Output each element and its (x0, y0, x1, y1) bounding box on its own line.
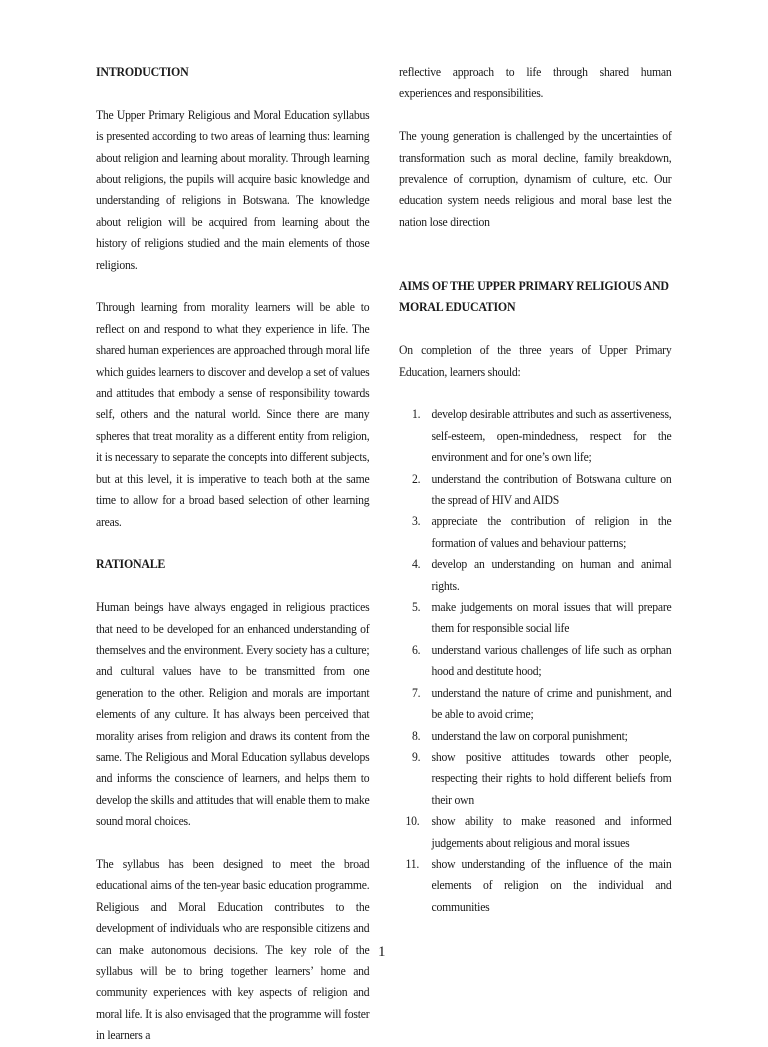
aim-list-item (412, 597, 672, 640)
aim-list-item (412, 683, 672, 726)
aim-text: show understanding of the influence of the main elements of religion on the individual and communities (431, 856, 672, 914)
rationale-paragraph-1: Human beings have always engaged in religious practices that need to be developed for an enhanced understanding of themselves and the environment. Every society has a culture; and cultural values have to be transmitted from one generation to the other. Religion and morals are important elements of any culture. It has always been perceived that morality arises from religion and draws its content from the same. The Religious and Moral Education syllabus develops and informs the conscience of learners, and helps them to develop the skills and attitudes that will enable them to make sound moral choices. (96, 600, 370, 829)
aim-list-item (412, 469, 672, 512)
aim-number: 3. (412, 514, 421, 529)
aim-number: 8. (412, 728, 421, 743)
aim-list-item (412, 640, 672, 683)
aim-number: 7. (412, 685, 421, 700)
aim-number: 4. (412, 557, 421, 572)
aim-list-item (405, 811, 672, 854)
aims-heading: AIMS OF THE UPPER PRIMARY RELIGIOUS AND MORAL EDUCATION (399, 279, 669, 315)
aim-list-item (412, 726, 672, 747)
aim-text: show positive attitudes towards other people, respecting their rights to hold different beliefs from their own (431, 749, 672, 807)
aim-list-item (412, 511, 672, 554)
aim-list-item (412, 404, 672, 468)
aim-number: 11. (405, 856, 420, 871)
rationale-heading: RATIONALE (96, 557, 166, 572)
rationale-paragraph-3: The young generation is challenged by the uncertainties of transformation such as moral decline, family breakdown, prevalence of corruption, dynamism of culture, etc. Our education system needs religious and moral base lest the nation lose direction (399, 129, 672, 229)
aim-text: understand various challenges of life such as orphan hood and destitute hood; (431, 642, 672, 679)
aim-text: understand the law on corporal punishment; (431, 728, 628, 743)
introduction-paragraph-2: Through learning from morality learners will be able to reflect on and respond to what they experience in life. The shared human experiences are approached through moral life which guides learners to discover and develop a set of values and attitudes that embody a sense of responsibility towards self, others and the natural world. Since there are many spheres that treat morality as a different entity from religion, it is necessary to separate the concepts into different subjects, but at this level, it is imperative to teach both at the same time to allow for a broad based selection of other learning areas. (96, 300, 370, 529)
aim-list-item (412, 747, 672, 811)
aim-text: understand the contribution of Botswana culture on the spread of HIV and AIDS (431, 471, 672, 508)
introduction-heading: INTRODUCTION (96, 65, 189, 79)
aim-number: 2. (412, 471, 421, 486)
aim-text: understand the nature of crime and punishment, and be able to avoid crime; (431, 685, 672, 722)
aim-number: 10. (405, 814, 420, 829)
aims-list (399, 404, 671, 918)
rationale-continued-paragraph: reflective approach to life through shared human experiences and responsibilities. (399, 65, 672, 101)
aim-number: 5. (412, 600, 421, 615)
aim-text: show ability to make reasoned and informed judgements about religious and moral issues (431, 814, 672, 850)
section-gap (399, 255, 671, 276)
aim-number: 1. (412, 407, 421, 422)
aim-text: appreciate the contribution of religion in the formation of values and behaviour patterns; (431, 514, 672, 550)
page-number: 1 (378, 944, 386, 960)
aim-list-item (412, 554, 672, 597)
aim-text: develop an understanding on human and animal rights. (431, 557, 672, 593)
left-column (96, 62, 369, 1047)
right-column (399, 62, 671, 918)
aim-number: 6. (412, 642, 421, 657)
aim-number: 9. (412, 749, 421, 764)
rationale-paragraph-2: The syllabus has been designed to meet the broad educational aims of the ten-year basic education programme. Religious and Moral Education contributes to the development of individuals who are responsible citizens and can make autonomous decisions. The key role of the syllabus will be to bring together learners’ home and community experiences with key aspects of religion and moral life. It is also envisaged that the programme will foster in learners a (96, 856, 370, 1043)
aim-text: develop desirable attributes and such as assertiveness, self-esteem, open-mindedness, respect for the environment and for one’s own life; (431, 407, 672, 465)
aims-intro-paragraph: On completion of the three years of Upper Primary Education, learners should: (399, 343, 672, 379)
introduction-paragraph-1: The Upper Primary Religious and Moral Education syllabus is presented according to two areas of learning thus: learning about religion and learning about morality. Through learning about religions, the pupils will acquire basic knowledge and understanding of religions in Botswana. The knowledge about religion will be acquired from learning about the history of religions studied and the main elements of those religions. (96, 107, 370, 272)
aim-list-item (405, 854, 672, 918)
aim-text: make judgements on moral issues that will prepare them for responsible social life (431, 600, 672, 636)
